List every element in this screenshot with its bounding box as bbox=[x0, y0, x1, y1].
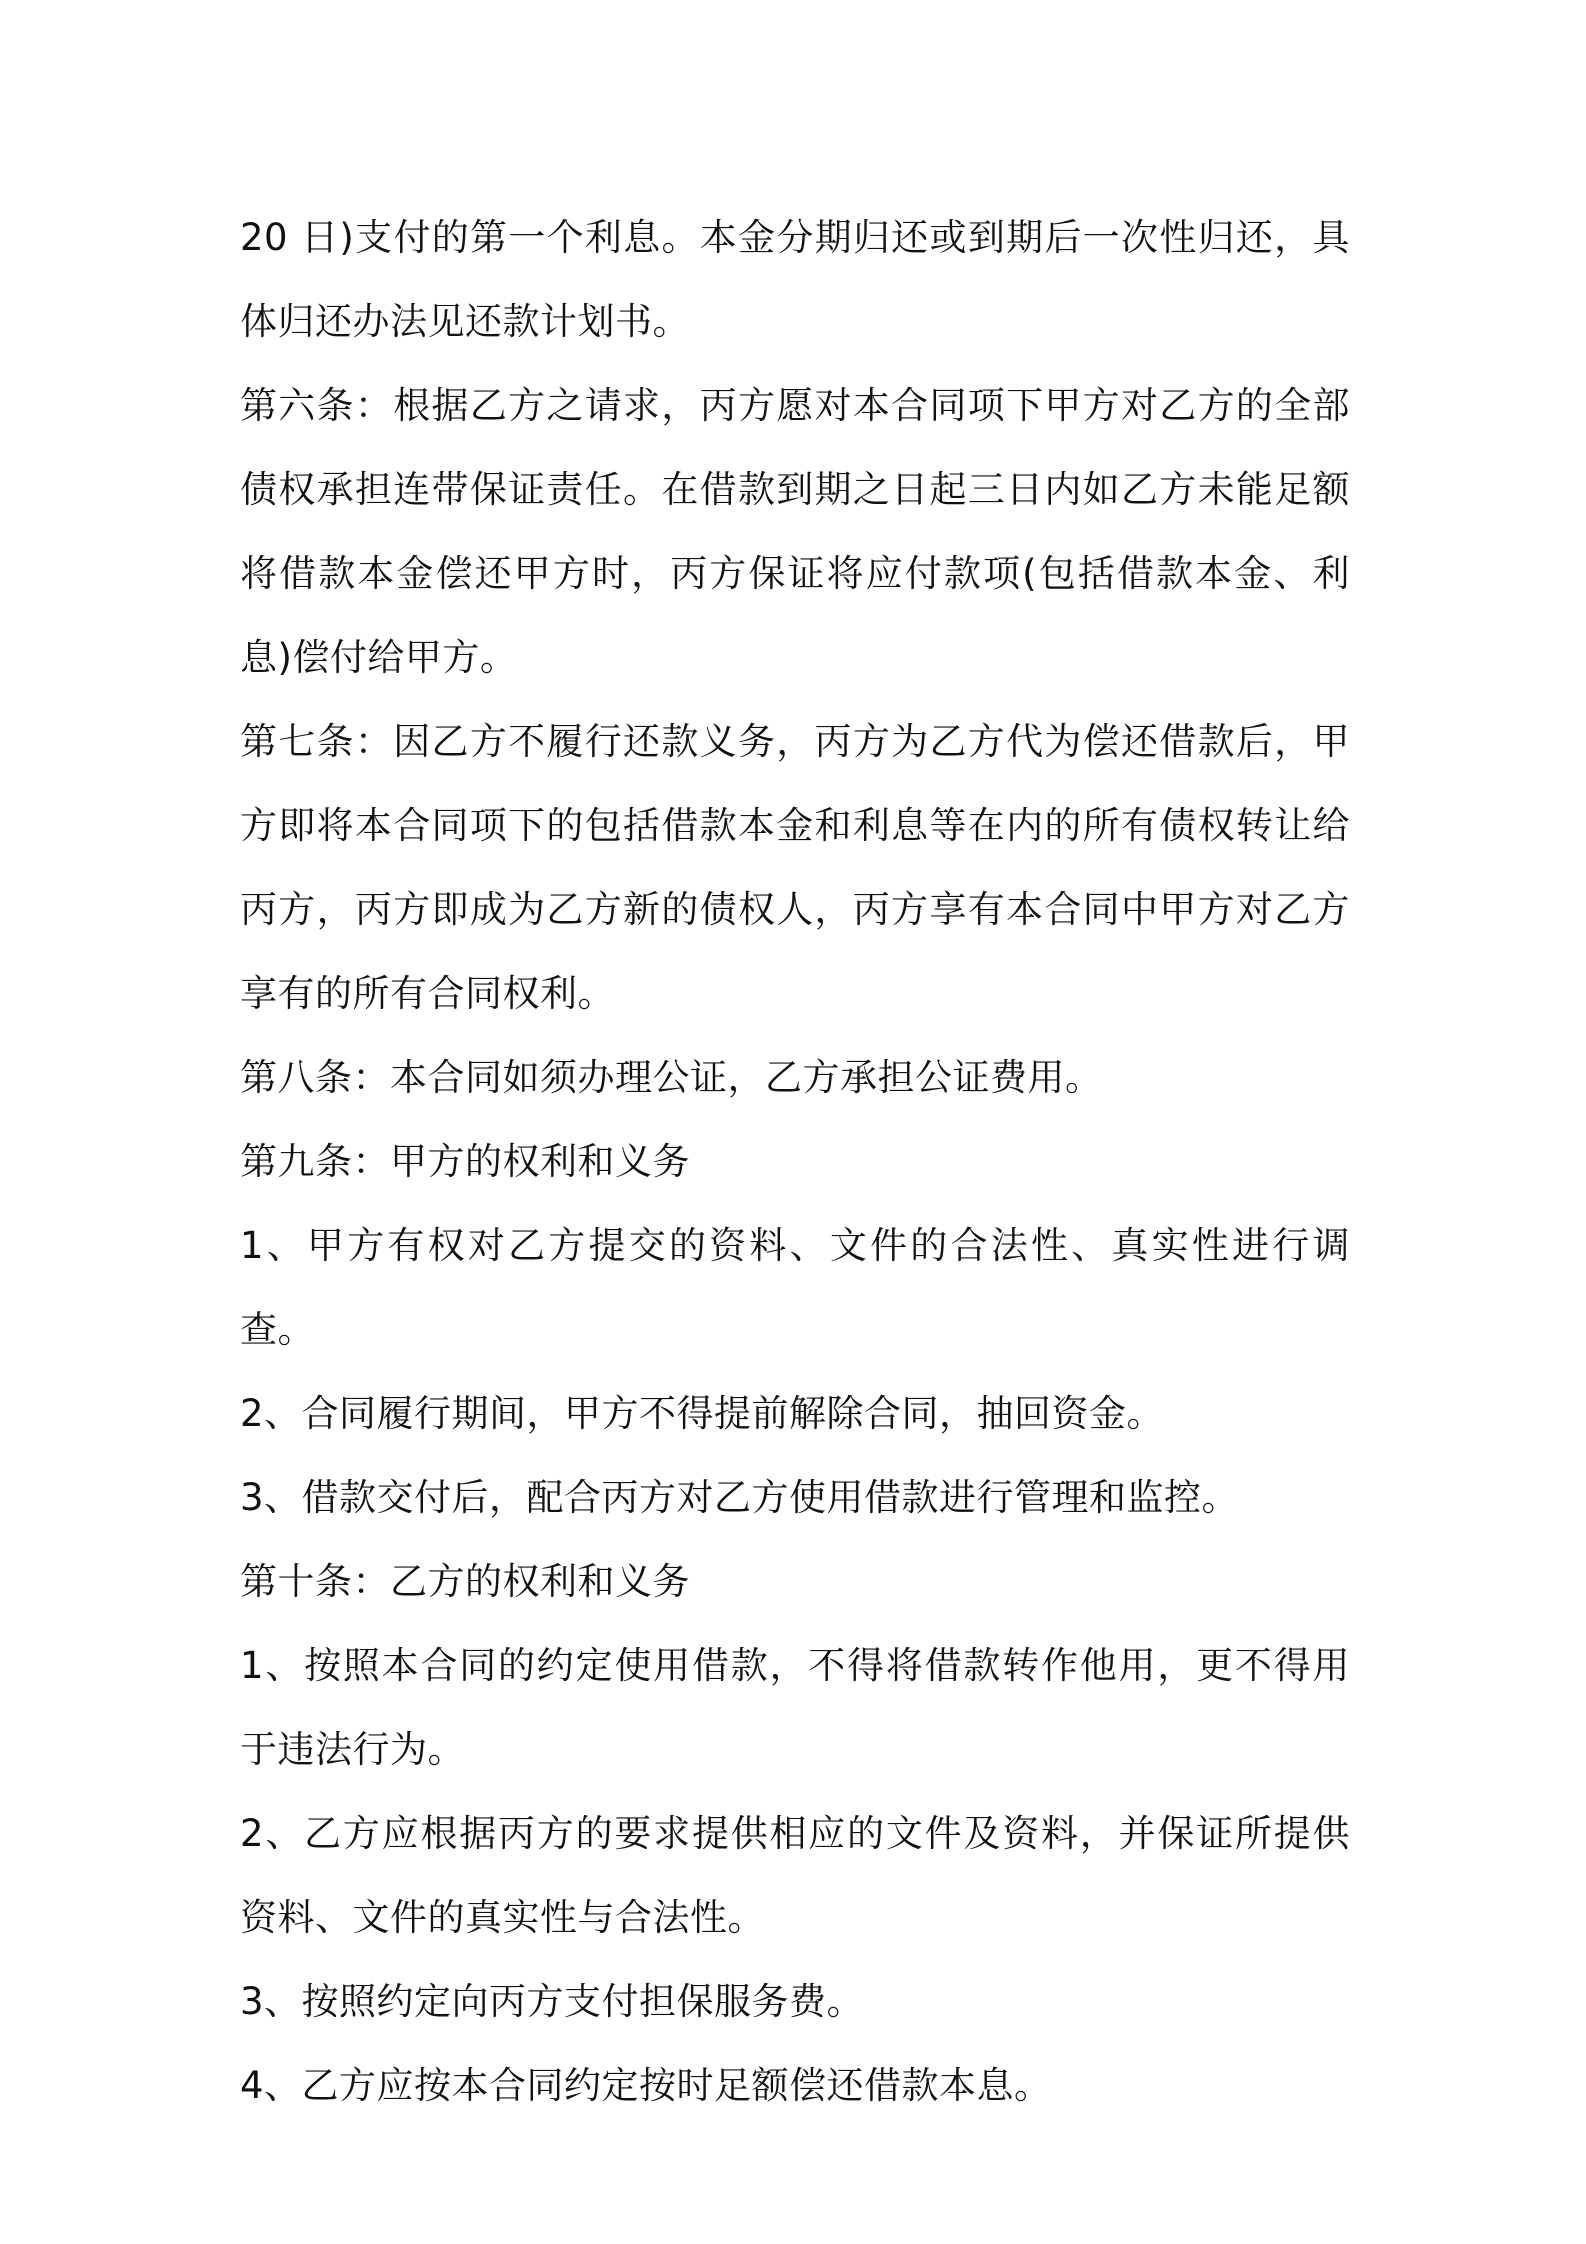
list-item: 1、甲方有权对乙方提交的资料、文件的合法性、真实性进行调查。 bbox=[240, 1224, 1350, 1351]
list-item: 1、按照本合同的约定使用借款，不得将借款转作他用，更不得用于违法行为。 bbox=[240, 1644, 1350, 1771]
list-item: 2、乙方应根据丙方的要求提供相应的文件及资料，并保证所提供资料、文件的真实性与合法性。 bbox=[240, 1812, 1350, 1939]
list-item: 2、合同履行期间，甲方不得提前解除合同，抽回资金。 bbox=[240, 1392, 1165, 1435]
paragraph-article-8: 第八条：本合同如须办理公证，乙方承担公证费用。 bbox=[240, 1056, 1103, 1099]
list-item: 4、乙方应按本合同约定按时足额偿还借款本息。 bbox=[240, 2064, 1052, 2107]
heading-article-9: 第九条：甲方的权利和义务 bbox=[240, 1140, 690, 1183]
paragraph-article-6: 第六条：根据乙方之请求，丙方愿对本合同项下甲方对乙方的全部债权承担连带保证责任。在借款到期之日起三日内如乙方未能足额将借款本金偿还甲方时，丙方保证将应付款项(包括借款本金、利息)偿付给甲方。 bbox=[240, 384, 1350, 679]
document-body bbox=[240, 196, 1350, 2128]
paragraph-article-7: 第七条：因乙方不履行还款义务，丙方为乙方代为偿还借款后，甲方即将本合同项下的包括借款本金和利息等在内的所有债权转让给丙方，丙方即成为乙方新的债权人，丙方享有本合同中甲方对乙方享有的所有合同权利。 bbox=[240, 720, 1350, 1015]
list-item: 3、借款交付后，配合丙方对乙方使用借款进行管理和监控。 bbox=[240, 1476, 1240, 1519]
list-item: 3、按照约定向丙方支付担保服务费。 bbox=[240, 1980, 865, 2023]
paragraph-interest-repayment: 20 日)支付的第一个利息。本金分期归还或到期后一次性归还，具体归还办法见还款计划书。 bbox=[240, 216, 1350, 343]
heading-article-10: 第十条：乙方的权利和义务 bbox=[240, 1560, 690, 1603]
